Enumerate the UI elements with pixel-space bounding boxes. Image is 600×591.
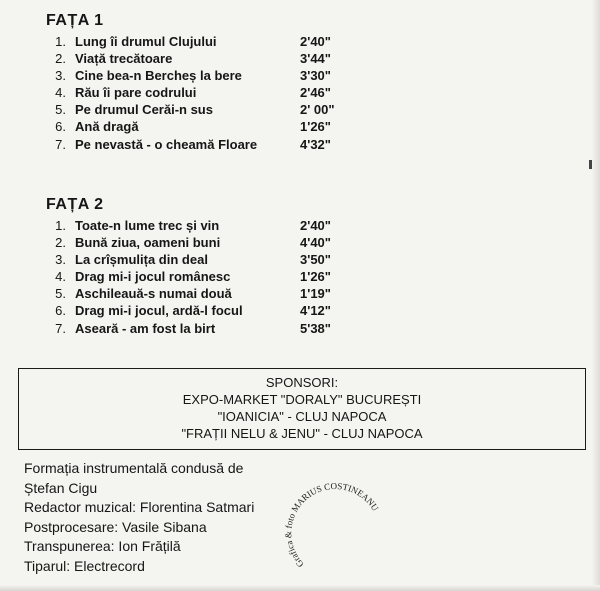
track-row — [46, 235, 360, 252]
track-row — [46, 119, 360, 136]
track-row — [46, 252, 360, 269]
track-duration: 4'32" — [300, 136, 331, 152]
track-row — [46, 68, 360, 85]
credit-line: Tiparul: Electrecord — [24, 557, 145, 574]
track-duration: 4'12" — [300, 303, 331, 319]
track-number: 4. — [55, 269, 66, 285]
track-number: 5. — [55, 286, 66, 302]
credits-block — [24, 459, 254, 576]
track-title: Pe drumul Cerăi-n sus — [75, 102, 213, 118]
track-number: 3. — [55, 252, 66, 268]
track-number: 7. — [55, 136, 66, 152]
sponsor-line: EXPO-MARKET "DORALY" BUCUREȘTI — [182, 392, 422, 407]
sponsor-line: "FRAȚII NELU & JENU" - CLUJ NAPOCA — [181, 426, 423, 441]
track-duration: 2'40" — [300, 34, 331, 49]
track-duration: 2' 00" — [300, 102, 335, 118]
track-number: 1. — [55, 218, 66, 233]
track-number: 2. — [55, 51, 66, 67]
designer-stamp — [282, 472, 402, 582]
track-title: Rău îi pare codrului — [75, 85, 197, 101]
track-duration: 1'19" — [300, 286, 331, 302]
track-title: Lung îi drumul Clujului — [75, 34, 217, 49]
stamp-text-path: Grafica & foto MARIUS COSTINEANU — [283, 480, 381, 570]
credit-line: Formația instrumentală condusă de — [24, 460, 244, 476]
track-duration: 1'26" — [300, 119, 331, 135]
track-number: 5. — [55, 102, 66, 118]
side-a-title: FAȚA 1 — [46, 12, 104, 29]
track-duration: 4'40" — [300, 235, 331, 251]
side-b-tracklist — [46, 218, 360, 338]
paper-edge-bottom — [0, 585, 600, 591]
track-duration: 3'44" — [300, 51, 331, 67]
track-row — [46, 85, 360, 102]
side-a-section — [46, 12, 360, 154]
track-title: Drag mi-i jocul românesc — [75, 269, 231, 285]
track-number: 7. — [55, 320, 66, 336]
credit-line: Ștefan Cigu — [24, 479, 98, 496]
stamp-text — [283, 481, 381, 569]
track-row — [46, 218, 360, 235]
side-a-tracklist — [46, 34, 360, 154]
track-title: Ană dragă — [75, 119, 139, 135]
credit-line: Redactor muzical: Florentina Satmari — [24, 499, 255, 515]
track-number: 4. — [55, 85, 66, 101]
track-row — [46, 137, 360, 154]
fold-mark — [589, 160, 592, 169]
track-title: Aseară - am fost la birt — [75, 320, 216, 336]
side-b-title: FAȚA 2 — [46, 196, 104, 213]
track-title: Aschileauă-s numai două — [75, 286, 232, 302]
track-row — [46, 303, 360, 320]
track-row — [46, 321, 360, 338]
track-title: Bună ziua, oameni buni — [75, 235, 221, 251]
track-title: Drag mi-i jocul, ardă-l focul — [75, 303, 243, 319]
track-title: La crîșmulița din deal — [75, 252, 208, 268]
paper-edge-right — [592, 0, 600, 591]
track-row — [46, 102, 360, 119]
track-number: 6. — [55, 303, 66, 319]
track-title: Viață trecătoare — [75, 51, 173, 67]
credit-line: Transpunerea: Ion Frățilă — [24, 538, 181, 554]
track-duration: 3'50" — [300, 252, 331, 268]
track-row — [46, 286, 360, 303]
track-title: Toate-n lume trec și vin — [75, 218, 220, 233]
track-duration: 3'30" — [300, 68, 331, 84]
track-row — [46, 34, 360, 51]
track-title: Cine bea-n Bercheș la bere — [75, 68, 242, 84]
sponsor-line: "IOANICIA" - CLUJ NAPOCA — [217, 409, 387, 424]
track-duration: 1'26" — [300, 269, 331, 285]
track-title: Pe nevastă - o cheamă Floare — [75, 136, 258, 152]
track-duration: 5'38" — [300, 320, 331, 336]
credit-line: Postprocesare: Vasile Sibana — [24, 518, 207, 535]
track-duration: 2'46" — [300, 85, 331, 101]
track-number: 6. — [55, 119, 66, 135]
track-number: 1. — [55, 34, 66, 49]
sponsors-box — [18, 368, 586, 450]
track-row — [46, 269, 360, 286]
sponsors-heading: SPONSORI: — [265, 375, 339, 390]
side-b-section — [46, 196, 360, 338]
track-number: 3. — [55, 68, 66, 84]
track-row — [46, 51, 360, 68]
track-duration: 2'40" — [300, 218, 331, 233]
track-number: 2. — [55, 235, 66, 251]
